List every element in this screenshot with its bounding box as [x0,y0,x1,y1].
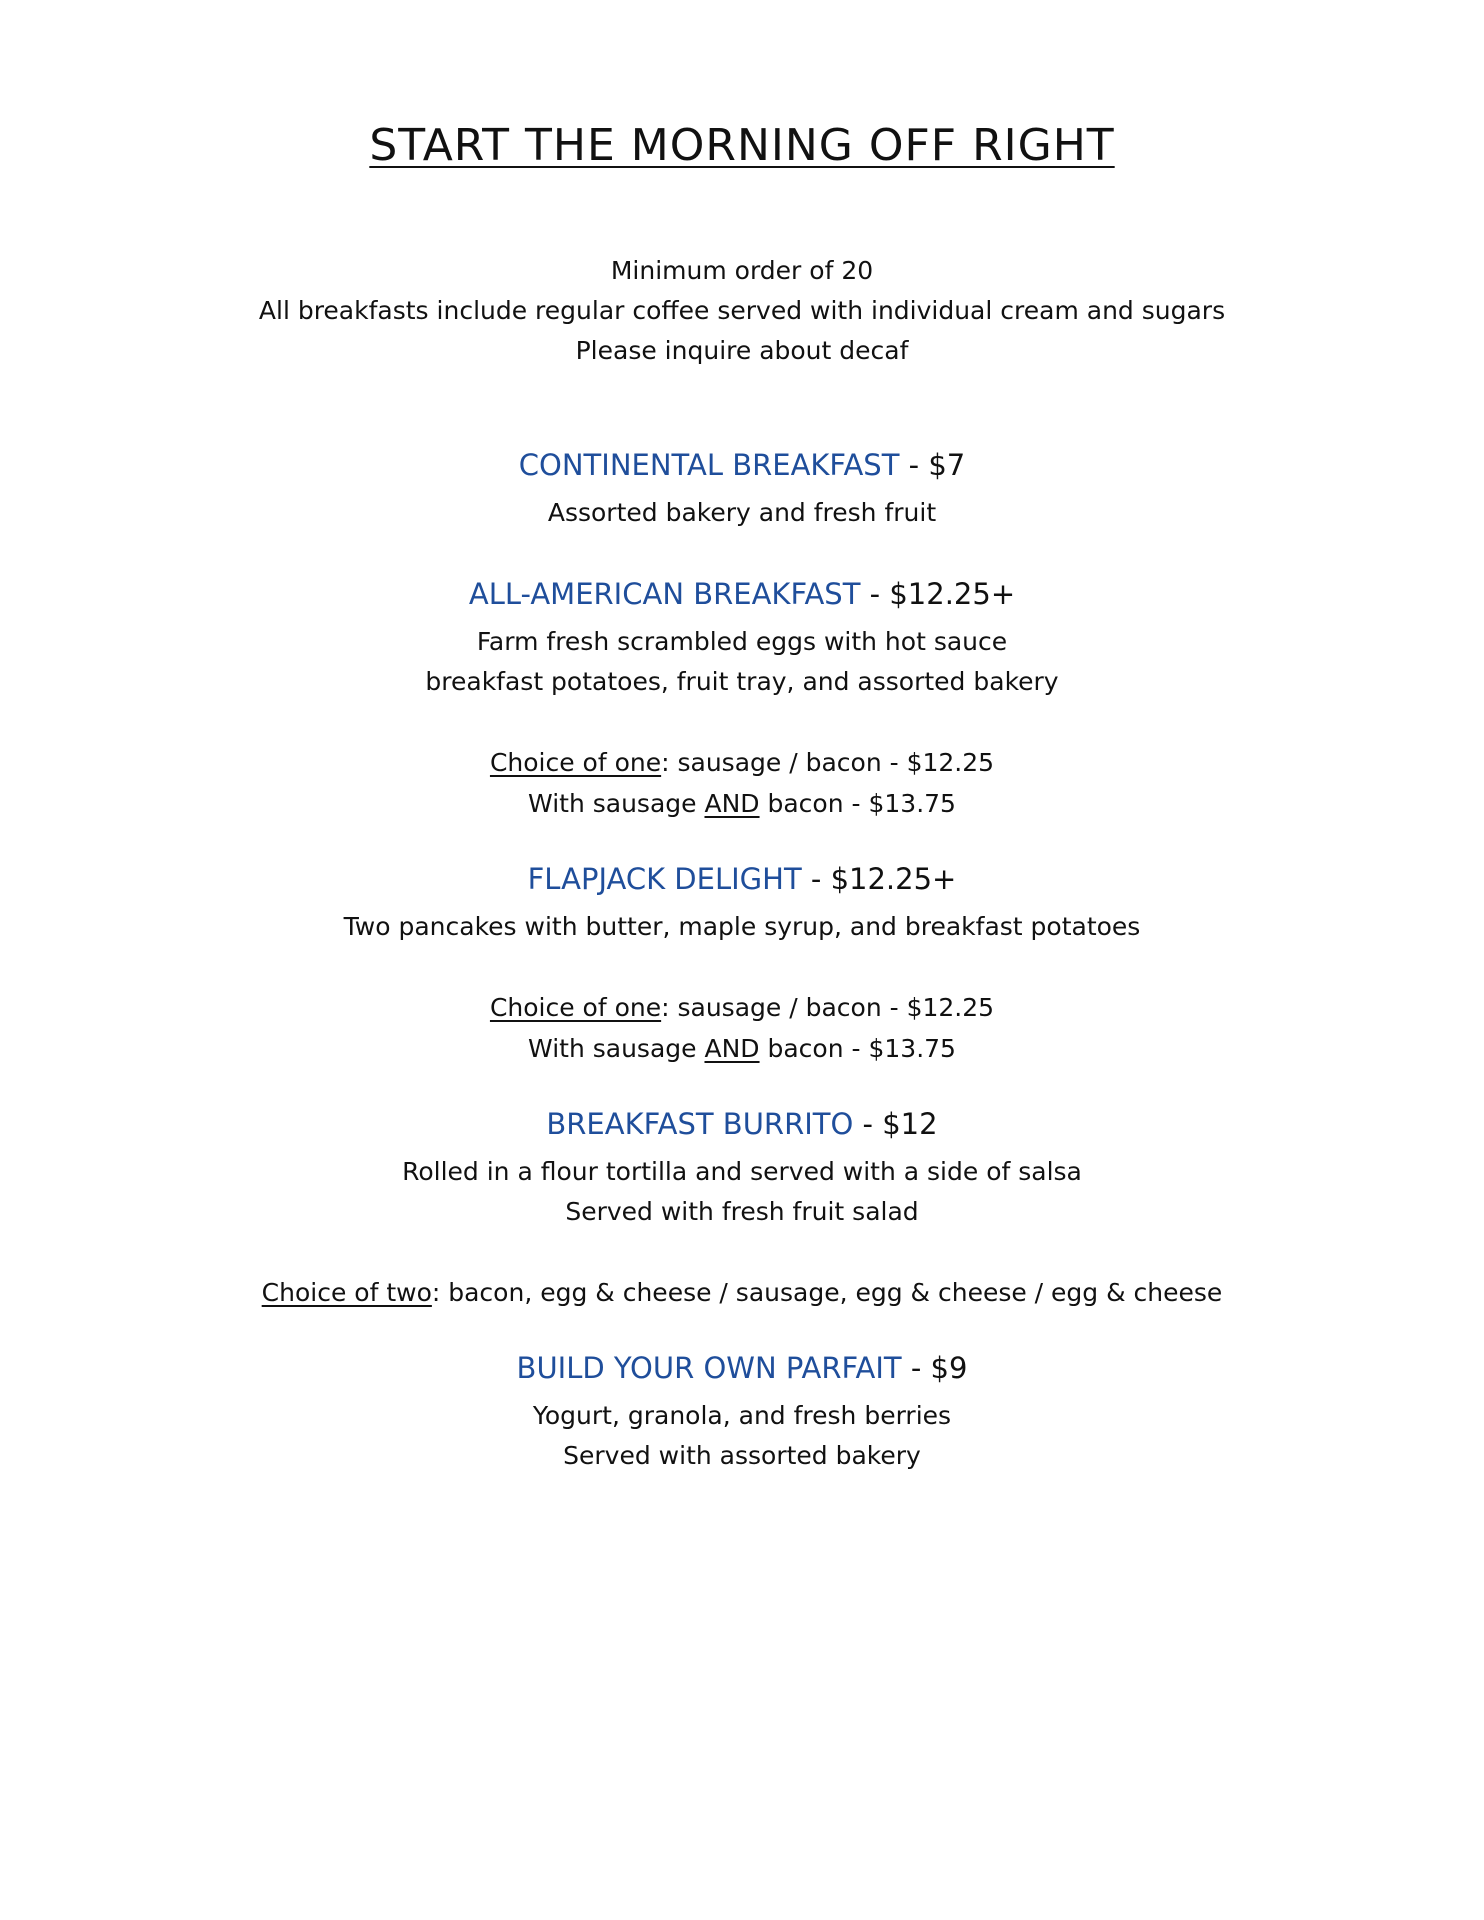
and-text: AND [704,789,760,818]
page-title: START THE MORNING OFF RIGHT [369,120,1115,171]
choice-options: : bacon, egg & cheese / sausage, egg & cheese / egg & cheese [431,1278,1223,1307]
burrito-choice [0,1276,1484,1310]
american-with-both [0,787,1484,821]
flapjack-choice [0,991,1484,1025]
item-price: $12.25+ [830,862,957,896]
continental-desc: Assorted bakery and fresh fruit [547,498,937,527]
american-desc-1: Farm fresh scrambled eggs with hot sauce [476,627,1008,656]
choice-label: Choice of one [489,993,662,1022]
with-text: With sausage [528,1034,705,1063]
flapjack-desc: Two pancakes with butter, maple syrup, and breakfast potatoes [343,912,1141,941]
item-price: $7 [928,448,966,482]
burrito-desc-2: Served with fresh fruit salad [565,1197,919,1226]
parfait-desc-1: Yogurt, granola, and fresh berries [532,1401,952,1430]
choice-label: Choice of one [489,748,662,777]
with-text: With sausage [528,789,705,818]
intro-minimum-order: Minimum order of 20 [610,256,874,285]
item-name: FLAPJACK DELIGHT [527,862,802,896]
intro-decaf-note: Please inquire about decaf [575,336,909,365]
item-price: $12 [882,1107,938,1141]
choice-label: Choice of two [261,1278,432,1307]
heading-burrito: BREAKFAST BURRITO - $12 [546,1107,938,1141]
burrito-desc-1: Rolled in a flour tortilla and served with a side of salsa [402,1157,1082,1186]
choice-options: : sausage / bacon - $12.25 [661,748,995,777]
and-text: AND [704,1034,760,1063]
heading-american: ALL-AMERICAN BREAKFAST - $12.25+ [468,577,1016,611]
heading-parfait: BUILD YOUR OWN PARFAIT - $9 [516,1351,968,1385]
item-name: ALL-AMERICAN BREAKFAST [468,577,861,611]
item-name: CONTINENTAL BREAKFAST [518,448,900,482]
intro-coffee-note: All breakfasts include regular coffee served with individual cream and sugars [258,296,1226,325]
with-price: bacon - $13.75 [759,789,956,818]
flapjack-with-both [0,1032,1484,1066]
item-price: $12.25+ [889,577,1016,611]
item-price: $9 [930,1351,968,1385]
with-price: bacon - $13.75 [759,1034,956,1063]
american-desc-2: breakfast potatoes, fruit tray, and assorted bakery [425,667,1059,696]
item-name: BUILD YOUR OWN PARFAIT [516,1351,902,1385]
choice-options: : sausage / bacon - $12.25 [661,993,995,1022]
heading-flapjack: FLAPJACK DELIGHT - $12.25+ [527,862,957,896]
american-choice [0,746,1484,780]
parfait-desc-2: Served with assorted bakery [563,1441,921,1470]
heading-continental: CONTINENTAL BREAKFAST - $7 [518,448,966,482]
item-name: BREAKFAST BURRITO [546,1107,854,1141]
